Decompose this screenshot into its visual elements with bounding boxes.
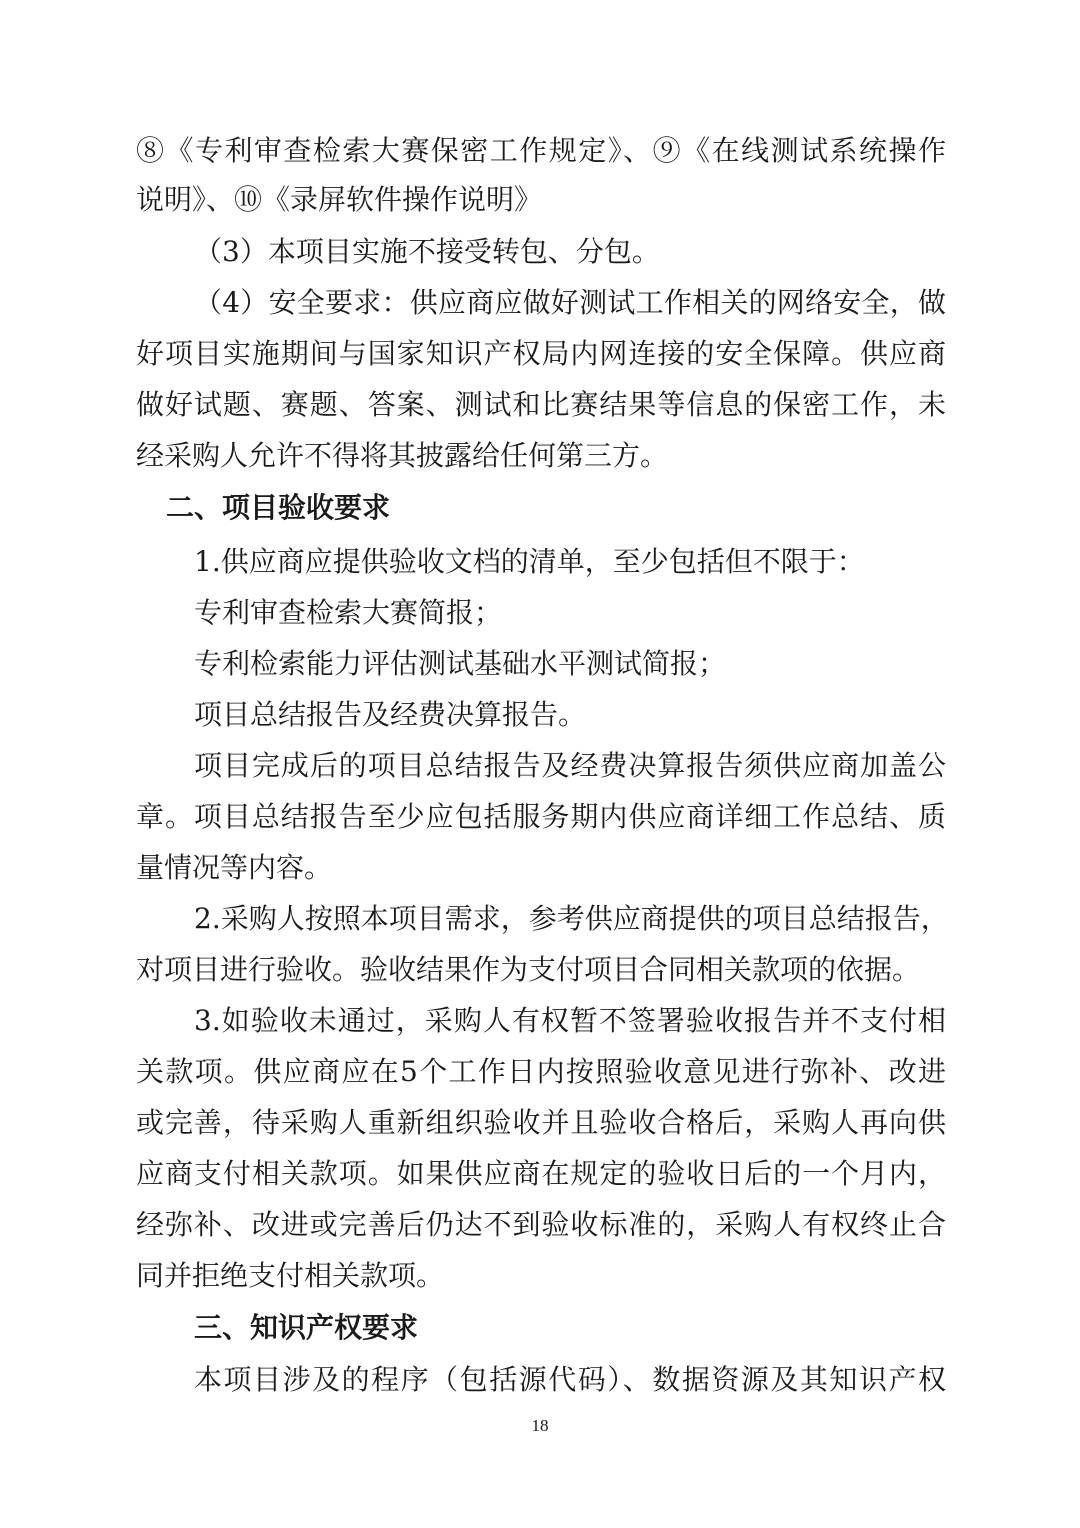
paragraph-line-21: 应商支付相关款项。如果供应商在规定的验收日后的一个月内， [136, 1157, 946, 1190]
paragraph-line-9: 1.供应商应提供验收文档的清单，至少包括但不限于： [194, 545, 865, 578]
paragraph-line-19: 关款项。供应商应在5个工作日内按照验收意见进行弥补、改进 [136, 1055, 946, 1088]
paragraph-line-18: 3.如验收未通过，采购人有权暂不签署验收报告并不支付相 [194, 1004, 946, 1037]
paragraph-line-2: 说明》、⑩《录屏软件操作说明》 [136, 183, 543, 216]
paragraph-line-13: 项目完成后的项目总结报告及经费决算报告须供应商加盖公 [194, 749, 946, 782]
paragraph-line-1: ⑧《专利审查检索大赛保密工作规定》、⑨《在线测试系统操作 [136, 134, 946, 167]
paragraph-line-16: 2.采购人按照本项目需求，参考供应商提供的项目总结报告， [194, 902, 949, 935]
paragraph-line-3: （3）本项目实施不接受转包、分包。 [194, 235, 660, 268]
section-heading-3: 三、知识产权要求 [194, 1311, 419, 1344]
paragraph-line-10: 专利审查检索大赛简报； [194, 596, 503, 629]
paragraph-line-20: 或完善，待采购人重新组织验收并且验收合格后，采购人再向供 [136, 1106, 946, 1139]
page-number: 18 [531, 1416, 549, 1435]
paragraph-line-17: 对项目进行验收。验收结果作为支付项目合同相关款项的依据。 [136, 953, 921, 986]
paragraph-line-11: 专利检索能力评估测试基础水平测试简报； [194, 647, 727, 680]
paragraph-line-4: （4）安全要求：供应商应做好测试工作相关的网络安全，做 [194, 286, 946, 319]
paragraph-line-14: 章。项目总结报告至少应包括服务期内供应商详细工作总结、质 [136, 800, 946, 833]
paragraph-line-23: 同并拒绝支付相关款项。 [136, 1259, 445, 1292]
paragraph-line-6: 做好试题、赛题、答案、测试和比赛结果等信息的保密工作，未 [136, 388, 946, 421]
paragraph-line-7: 经采购人允许不得将其披露给任何第三方。 [136, 439, 669, 472]
paragraph-line-5: 好项目实施期间与国家知识产权局内网连接的安全保障。供应商 [136, 337, 946, 370]
paragraph-line-15: 量情况等内容。 [136, 851, 333, 884]
paragraph-line-22: 经弥补、改进或完善后仍达不到验收标准的，采购人有权终止合 [136, 1208, 946, 1241]
paragraph-line-25: 本项目涉及的程序（包括源代码）、数据资源及其知识产权 [194, 1363, 946, 1396]
paragraph-line-12: 项目总结报告及经费决算报告。 [194, 698, 587, 731]
section-heading-2: 二、项目验收要求 [166, 491, 391, 524]
